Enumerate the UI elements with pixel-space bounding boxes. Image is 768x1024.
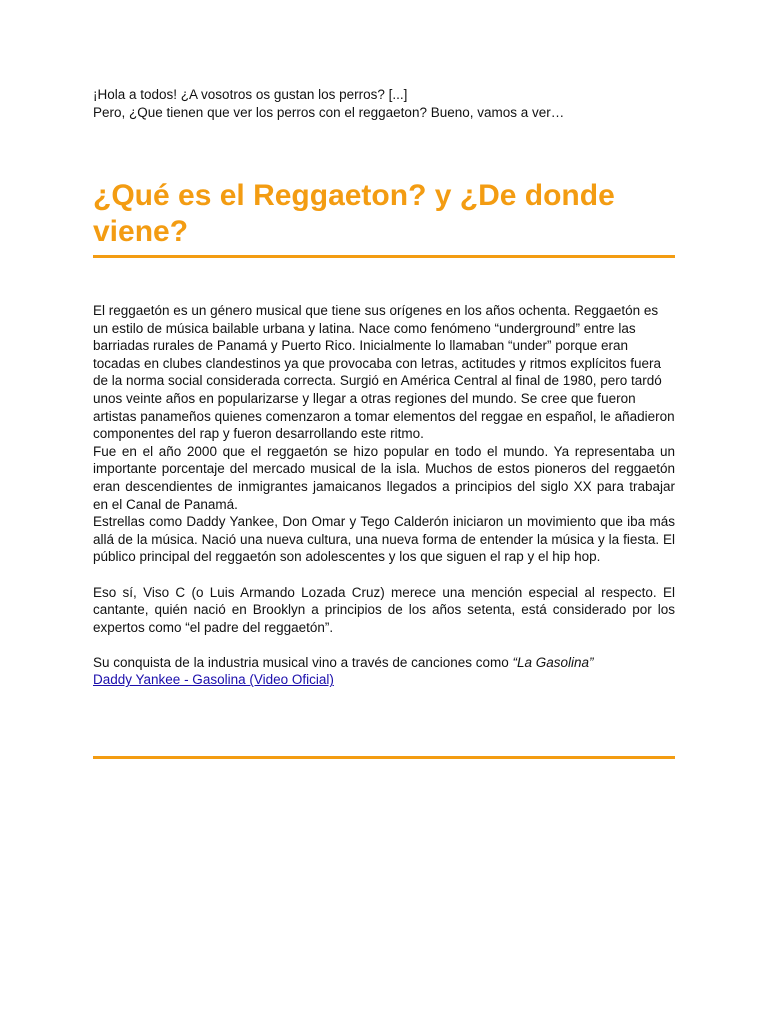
section-heading: ¿Qué es el Reggaeton? y ¿De donde viene? [93, 179, 615, 248]
paragraph-gasolina [93, 654, 675, 672]
paragraph-popularity: Fue en el año 2000 que el reggaetón se hizo popular en todo el mundo. Ya representaba un importante porcentaje del mercado musical de la isla. Muchos de estos pioneros del reggaetón eran descendientes de inmigrantes jamaicanos llegados a principios del siglo XX para trabajar en el Canal de Panamá. [93, 443, 675, 512]
article-body [93, 302, 675, 689]
document-page [93, 86, 675, 689]
intro-line-1: ¡Hola a todos! ¿A vosotros os gustan los perros? [...] [93, 87, 408, 102]
heading-divider [93, 255, 675, 258]
paragraph-viso-c: Eso sí, Viso C (o Luis Armando Lozada Cruz) merece una mención especial al respecto. El cantante, quién nació en Brooklyn a principios de los años setenta, está considerado por los expertos como “el padre del reggaetón”. [93, 584, 675, 635]
paragraph-stars: Estrellas como Daddy Yankee, Don Omar y Tego Calderón iniciaron un movimiento que iba más allá de la música. Nació una nueva cultura, una nueva forma de entender la música y la fiesta. El público principal del reggaetón son adolescentes y los que siguen el rap y el hip hop. [93, 514, 675, 565]
bottom-divider [93, 756, 675, 759]
intro-line-2: Pero, ¿Que tienen que ver los perros con el reggaeton? Bueno, vamos a ver… [93, 105, 565, 120]
intro-section [93, 86, 675, 122]
paragraph-origins: El reggaetón es un género musical que tiene sus orígenes en los años ochenta. Reggaetón es un estilo de música bailable urbana y latina. Nace como fenómeno “underground” entre las barriadas rurales de Panamá y Puerto Rico. Inicialmente lo llamaban “under” porque eran tocadas en clubes clandestinos ya que provocaba con letras, actitudes y ritmos explícitos fuera de la norma social considerada correcta. Surgió en América Central al final de 1980, pero tardó unos veinte años en popularizarse y llegar a otras regiones del mundo. Se cree que fueron artistas panameños quienes comenzaron a tomar elementos del reggae en español, le añadieron componentes del rap y fueron desarrollando este ritmo. [93, 303, 675, 442]
song-title: “La Gasolina” [512, 654, 594, 670]
video-link[interactable]: Daddy Yankee - Gasolina (Video Oficial) [93, 672, 334, 688]
paragraph-gasolina-text: Su conquista de la industria musical vino a través de canciones como [93, 654, 513, 670]
